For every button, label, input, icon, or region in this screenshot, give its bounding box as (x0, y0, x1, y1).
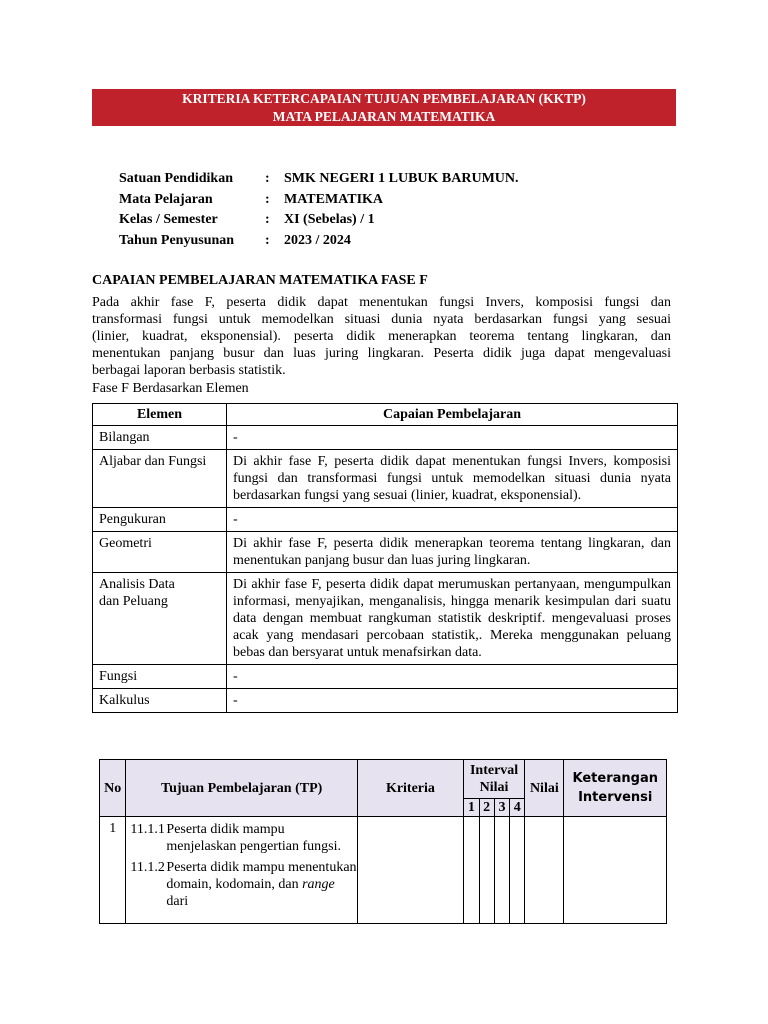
capaian-cell: Di akhir fase F, peserta didik menerapkan teorema tentang lingkaran, dan menentukan panjang busur dan luas juring lingkaran. (227, 532, 678, 573)
info-value: XI (Sebelas) / 1 (284, 212, 375, 227)
tp-code: 11.1.2 (130, 860, 165, 875)
info-label: Satuan Pendidikan (119, 171, 233, 186)
table-row (93, 508, 678, 532)
info-label: Tahun Penyusunan (119, 232, 235, 248)
interval-cell (510, 817, 525, 924)
tp-item (126, 821, 357, 855)
capaian-paragraph (92, 294, 671, 379)
elemen-cell: Bilangan (93, 426, 227, 450)
elemen-cell: Aljabar dan Fungsi (93, 450, 227, 508)
interval-col-header: 3 (494, 799, 510, 817)
info-label: Kelas / Semester (119, 212, 218, 227)
tp-text: Peserta didik mampu menjelaskan pengertian fungsi. (166, 822, 341, 854)
document-title-banner (92, 89, 676, 126)
elemen-cell: Analisis Data dan Peluang (93, 573, 227, 665)
column-header-elemen: Elemen (93, 404, 227, 426)
column-header-tp: Tujuan Pembelajaran (TP) (126, 760, 358, 817)
elemen-cell: Kalkulus (93, 689, 227, 713)
info-value: SMK NEGERI 1 LUBUK BARUMUN. (284, 171, 519, 186)
paragraph-line: menentukan panjang busur dan luas juring lingkaran. Peserta didik juga dapat mengevaluasi (92, 346, 671, 361)
elemen-cell: Geometri (93, 532, 227, 573)
tp-code: 11.1.1 (130, 822, 165, 837)
paragraph-line: Pada akhir fase F, peserta didik dapat menentukan fungsi Invers, komposisi fungsi dan (92, 295, 671, 310)
row-number-cell: 1 (100, 817, 126, 924)
table-row (93, 450, 678, 508)
interval-cell (463, 817, 479, 924)
info-colon: : (265, 232, 270, 248)
capaian-cell: Di akhir fase F, peserta didik dapat menentukan fungsi Invers, komposisi fungsi dan transformasi fungsi untuk memodelkan situasi dunia nyata berdasarkan fungsi yang sesuai (linier, kuadrat, eksponensial). (227, 450, 678, 508)
title-line-2: MATA PELAJARAN MATEMATIKA (272, 109, 496, 124)
capaian-table (92, 403, 678, 713)
interval-cell (494, 817, 510, 924)
interval-cell (479, 817, 494, 924)
elemen-cell: Pengukuran (93, 508, 227, 532)
interval-col-header: 4 (510, 799, 525, 817)
table-header-row (100, 760, 667, 799)
paragraph-line: (linier, kuadrat, eksponensial). peserta didik menerapkan teorema tentang lingkaran, dan (92, 329, 671, 344)
table-header-row (93, 404, 678, 426)
info-colon: : (265, 212, 270, 227)
tp-text: Peserta didik mampu menentukan domain, kodomain, dan (166, 860, 357, 892)
interval-col-header: 2 (479, 799, 494, 817)
table-caption: Fase F Berdasarkan Elemen (92, 381, 249, 396)
elemen-cell: Fungsi (93, 665, 227, 689)
capaian-cell: - (227, 426, 678, 450)
section-heading: CAPAIAN PEMBELAJARAN MATEMATIKA FASE F (92, 273, 428, 288)
nilai-cell (525, 817, 564, 924)
tp-text-italic: range (302, 877, 335, 892)
table-row (100, 817, 667, 924)
info-value: MATEMATIKA (284, 191, 384, 207)
info-value: 2023 / 2024 (284, 232, 351, 248)
table-row (93, 426, 678, 450)
column-header-capaian: Capaian Pembelajaran (227, 404, 678, 426)
tp-text: dari (166, 894, 189, 909)
kriteria-cell (357, 817, 463, 924)
column-header-keterangan: Keterangan Intervensi (564, 760, 667, 817)
tp-cell (126, 817, 358, 924)
info-label: Mata Pelajaran (119, 191, 213, 207)
table-row (93, 665, 678, 689)
column-header-interval: Interval Nilai (463, 760, 524, 799)
info-colon: : (265, 171, 270, 186)
column-header-nilai: Nilai (525, 760, 564, 817)
capaian-cell: Di akhir fase F, peserta didik dapat merumuskan pertanyaan, mengumpulkan informasi, menyajikan, menganalisis, hingga menarik kesimpulan dari suatu data dengan membuat rangkuman statistik deskriptif. mengevaluasi proses acak yang mendasari percobaan statistik,. Mereka menggunakan peluang bebas dan bersyarat untuk menafsirkan data. (227, 573, 678, 665)
title-line-1: KRITERIA KETERCAPAIAN TUJUAN PEMBELAJARAN (KKTP) (182, 91, 586, 106)
capaian-cell: - (227, 689, 678, 713)
paragraph-line: transformasi fungsi untuk memodelkan situasi dunia nyata berdasarkan fungsi yang sesuai (92, 312, 671, 327)
table-row (93, 532, 678, 573)
paragraph-line: berbagai laporan berbasis statistik. (92, 363, 286, 378)
table-row (93, 573, 678, 665)
column-header-kriteria: Kriteria (357, 760, 463, 817)
info-colon: : (265, 191, 270, 207)
interval-col-header: 1 (463, 799, 479, 817)
capaian-cell: - (227, 508, 678, 532)
tujuan-pembelajaran-table (99, 759, 667, 924)
keterangan-cell (564, 817, 667, 924)
table-row (93, 689, 678, 713)
capaian-cell: - (227, 665, 678, 689)
tp-item (126, 859, 357, 910)
column-header-no: No (100, 760, 126, 817)
